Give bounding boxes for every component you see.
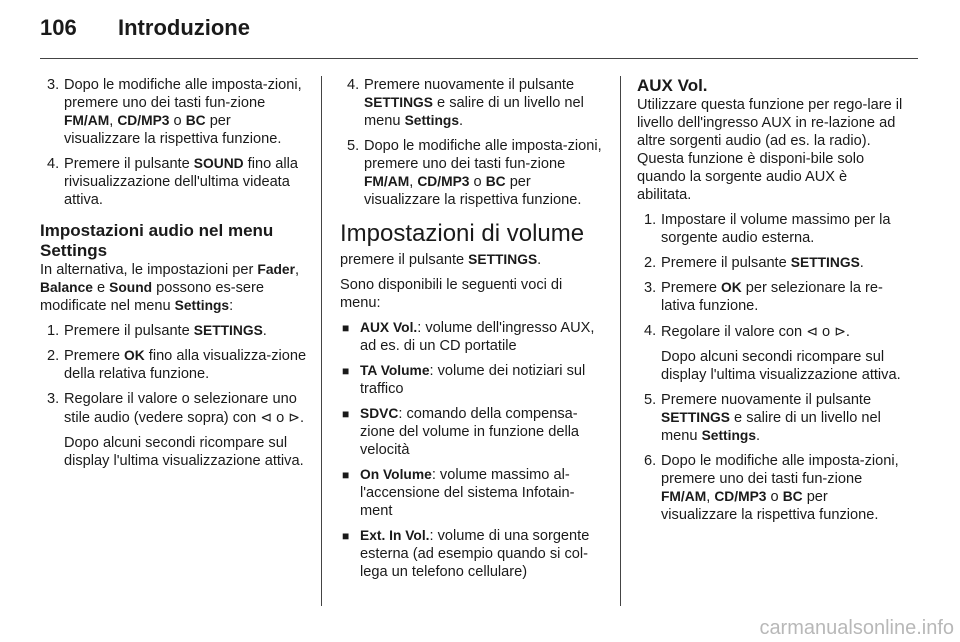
text: Regolare il valore o selezionare uno stile audio (vedere sopra) con <box>64 391 297 426</box>
text: per visualizzare la rispettiva funzione. <box>364 174 582 208</box>
text: In alternativa, le impostazioni per <box>40 262 258 278</box>
paragraph <box>340 251 606 269</box>
page-title: Introduzione <box>118 15 250 40</box>
text: , <box>706 489 715 505</box>
list-item <box>340 362 606 398</box>
text: : volume di una sorgente esterna (ad esempio quando si col-lega un telefono cellulare) <box>360 528 590 580</box>
list-number: 1. <box>47 323 60 339</box>
list-number: 1. <box>644 212 657 228</box>
list-number: 3. <box>47 391 60 407</box>
column-divider-1 <box>321 76 322 606</box>
key-label: SDVC <box>360 406 399 421</box>
text: Dopo le modifiche alle imposta-zioni, premere uno dei tasti fun-zione <box>64 77 302 111</box>
list-item <box>637 211 905 247</box>
key-label: Settings <box>174 298 230 313</box>
key-label: OK <box>721 280 742 295</box>
key-label: TA Volume <box>360 363 430 378</box>
key-label: SETTINGS <box>364 95 433 110</box>
list-item <box>340 76 606 130</box>
text: e salire di un livello nel menu <box>364 95 584 129</box>
list-number: 4. <box>644 323 657 339</box>
column-divider-2 <box>620 76 621 606</box>
text: o <box>817 324 835 340</box>
list-item <box>340 319 606 355</box>
key-label: Balance <box>40 280 93 295</box>
list-item <box>637 452 905 524</box>
text: . <box>859 255 864 271</box>
text: Premere <box>64 348 125 364</box>
text: e salire di un livello nel menu <box>661 410 881 444</box>
text: . <box>262 323 267 339</box>
list-number: 4. <box>47 156 60 172</box>
text: e <box>92 280 110 296</box>
list-item <box>340 137 606 209</box>
text: Premere nuovamente il pulsante <box>661 392 872 408</box>
key-label: Ext. In Vol. <box>360 528 430 543</box>
column-1 <box>40 76 308 477</box>
text: : comando della compensa-zione del volume in funzione della velocità <box>360 406 580 458</box>
text: Regolare il valore con <box>661 324 807 340</box>
key-label: Settings <box>404 113 459 128</box>
text: Dopo le modifiche alle imposta-zioni, premere uno dei tasti fun-zione <box>364 138 602 172</box>
note: Dopo alcuni secondi ricompare sul display l'ultima visualizzazione attiva. <box>64 435 304 469</box>
text: : volume dell'ingresso AUX, ad es. di un CD portatile <box>360 320 595 354</box>
list-number: 6. <box>644 453 657 469</box>
text: o <box>766 489 783 505</box>
list-item <box>40 390 308 427</box>
text: . <box>537 252 542 268</box>
paragraph: Utilizzare questa funzione per rego-lare il livello dell'ingresso AUX in re-lazione ad altre sorgenti audio (ad es. la radio). Questa funzione è disponi-bile solo quando la sorgente audio AUX è abilitata. <box>637 97 903 203</box>
list-item <box>40 347 308 383</box>
key-label: CD/MP3 <box>117 113 170 128</box>
list-item <box>40 155 308 209</box>
key-label: BC <box>782 489 803 504</box>
bullet-icon: ■ <box>342 321 350 335</box>
column-3 <box>637 76 905 531</box>
text: per selezionare la re-lativa funzione. <box>661 280 883 314</box>
bullet-icon: ■ <box>342 364 350 378</box>
text: . <box>845 324 850 340</box>
list-item <box>40 76 308 148</box>
key-label: SETTINGS <box>661 410 730 425</box>
key-label: CD/MP3 <box>417 174 470 189</box>
left-arrow-icon: ⊲ <box>260 409 273 425</box>
key-label: Sound <box>109 280 153 295</box>
text: : volume massimo al-l'accensione del sistema Infotain-ment <box>360 467 575 519</box>
list-number: 4. <box>347 77 360 93</box>
text: , <box>109 113 118 129</box>
text: possono es-sere modificate nel menu <box>40 280 265 314</box>
paragraph <box>40 261 308 315</box>
right-arrow-icon: ⊳ <box>288 409 301 425</box>
bullet-icon: ■ <box>342 407 350 421</box>
list-item <box>340 405 606 459</box>
section-heading: AUX Vol. <box>637 76 708 95</box>
text: . <box>756 428 761 444</box>
list-number: 5. <box>347 138 360 154</box>
section-heading: Impostazioni di volume <box>340 220 585 247</box>
header-rule <box>40 58 918 59</box>
list-item <box>637 322 905 341</box>
key-label: FM/AM <box>64 113 110 128</box>
text: o <box>272 410 289 426</box>
key-label: Settings <box>701 428 756 443</box>
list-number: 5. <box>644 392 657 408</box>
list-number: 3. <box>644 280 657 296</box>
text: fino alla visualizza-zione della relativa funzione. <box>64 348 307 382</box>
list-item <box>637 279 905 315</box>
text: Impostare il volume massimo per la sorgente audio esterna. <box>661 212 891 246</box>
paragraph: Sono disponibili le seguenti voci di menu: <box>340 277 563 311</box>
key-label: BC <box>185 113 206 128</box>
text: o <box>469 174 486 190</box>
list-number: 2. <box>47 348 60 364</box>
watermark: carmanualsonline.info <box>759 617 954 639</box>
text: . <box>459 113 464 129</box>
bullet-icon: ■ <box>342 529 350 543</box>
text: fino alla rivisualizzazione dell'ultima videata attiva. <box>64 156 298 208</box>
text: , <box>409 174 418 190</box>
bullet-icon: ■ <box>342 468 350 482</box>
text: : <box>229 298 234 314</box>
text: per visualizzare la rispettiva funzione. <box>64 113 282 147</box>
text: Premere il pulsante <box>64 156 194 172</box>
key-label: OK <box>124 348 145 363</box>
key-label: AUX Vol. <box>360 320 418 335</box>
text: per visualizzare la rispettiva funzione. <box>661 489 879 523</box>
text: premere il pulsante <box>340 252 469 268</box>
key-label: SETTINGS <box>193 323 263 338</box>
list-item <box>340 527 606 581</box>
text: Premere il pulsante <box>661 255 791 271</box>
right-arrow-icon: ⊳ <box>834 323 846 339</box>
text: o <box>169 113 186 129</box>
column-2 <box>340 76 606 588</box>
key-label: SETTINGS <box>790 255 860 270</box>
section-heading: Impostazioni audio nel menu Settings <box>40 221 274 260</box>
note: Dopo alcuni secondi ricompare sul display l'ultima visualizzazione attiva. <box>661 349 901 383</box>
key-label: BC <box>485 174 506 189</box>
text: Dopo le modifiche alle imposta-zioni, premere uno dei tasti fun-zione <box>661 453 899 487</box>
left-arrow-icon: ⊲ <box>806 323 818 339</box>
list-item <box>637 391 905 445</box>
text: Premere <box>661 280 722 296</box>
key-label: FM/AM <box>661 489 707 504</box>
text: . <box>300 410 305 426</box>
list-item <box>340 466 606 520</box>
list-number: 3. <box>47 77 60 93</box>
page-number: 106 <box>40 15 77 40</box>
list-item <box>40 322 308 340</box>
text: , <box>294 262 300 278</box>
text: Premere nuovamente il pulsante <box>364 77 575 93</box>
key-label: FM/AM <box>364 174 410 189</box>
key-label: SETTINGS <box>468 252 538 267</box>
text: : volume dei notiziari sul traffico <box>360 363 586 397</box>
text: Premere il pulsante <box>64 323 194 339</box>
key-label: On Volume <box>360 467 432 482</box>
list-item <box>637 254 905 272</box>
key-label: SOUND <box>193 156 244 171</box>
key-label: CD/MP3 <box>714 489 767 504</box>
list-number: 2. <box>644 255 657 271</box>
key-label: Fader <box>257 262 295 277</box>
